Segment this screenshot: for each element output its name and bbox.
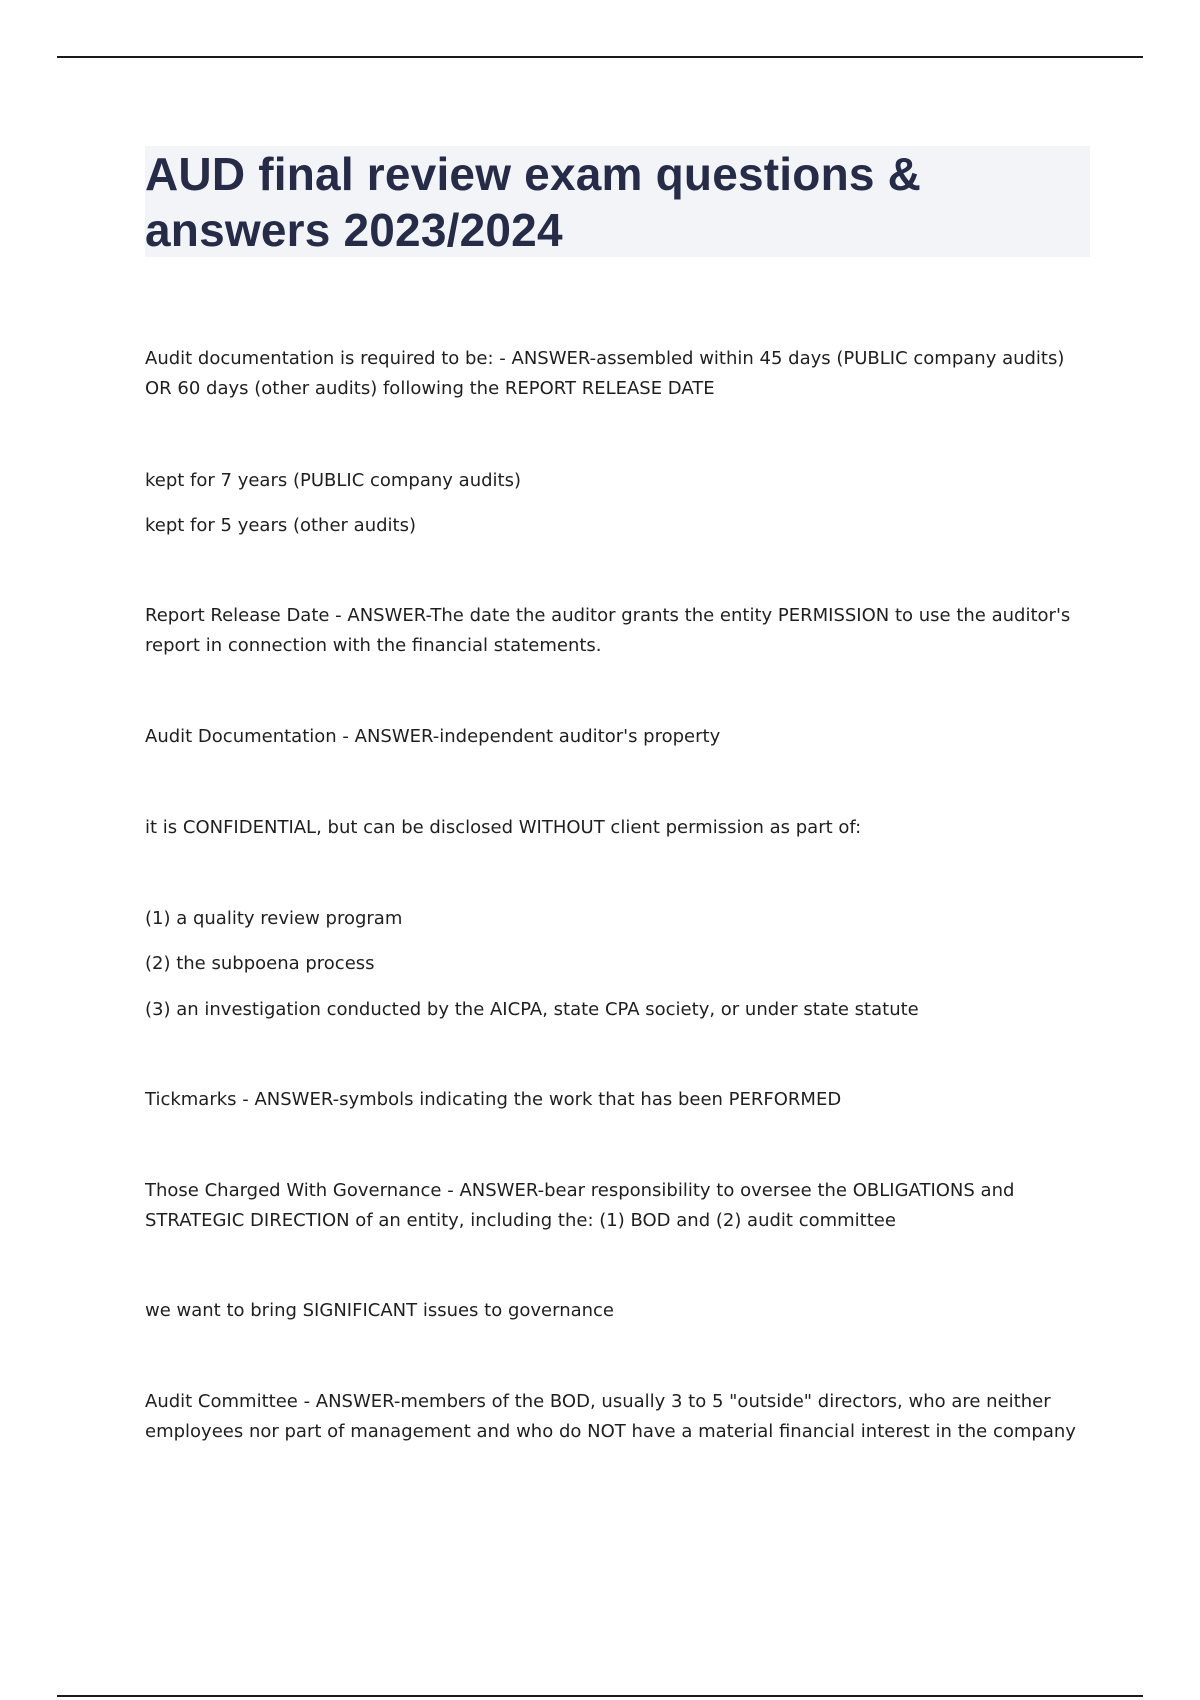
title-line-1: AUD final review exam questions & — [145, 148, 922, 200]
paragraph-audit-documentation-required — [145, 344, 1090, 404]
bottom-rule — [57, 1695, 1143, 1697]
title-banner — [145, 146, 1090, 257]
paragraph-line: Audit documentation is required to be: - ANSWER-assembled within 45 days (PUBLIC company audits) — [145, 348, 1065, 369]
paragraph-line: (1) a quality review program — [145, 908, 403, 929]
paragraph-line: Those Charged With Governance - ANSWER-bear responsibility to oversee the OBLIGATIONS and — [145, 1180, 1015, 1201]
paragraph-line: employees nor part of management and who do NOT have a material financial interest in the company — [145, 1421, 1076, 1442]
paragraph-line: Tickmarks - ANSWER-symbols indicating the work that has been PERFORMED — [145, 1089, 842, 1110]
paragraph-line: Audit Committee - ANSWER-members of the BOD, usually 3 to 5 "outside" directors, who are neither — [145, 1391, 1051, 1412]
paragraph-line: it is CONFIDENTIAL, but can be disclosed WITHOUT client permission as part of: — [145, 817, 862, 838]
paragraph-audit-committee — [145, 1387, 1090, 1447]
paragraph-kept-7-years — [145, 466, 1090, 496]
paragraph-line: Report Release Date - ANSWER-The date the auditor grants the entity PERMISSION to use the auditor's — [145, 605, 1071, 626]
paragraph-report-release-date — [145, 601, 1090, 661]
paragraph-confidential — [145, 813, 1090, 843]
paragraph-kept-5-years — [145, 511, 1090, 541]
title-line-2: answers 2023/2024 — [145, 204, 563, 256]
page-title — [145, 146, 1090, 258]
paragraph-significant-issues — [145, 1296, 1090, 1326]
paragraph-audit-documentation-property — [145, 722, 1090, 752]
paragraph-line: report in connection with the financial statements. — [145, 635, 602, 656]
paragraph-tickmarks — [145, 1085, 1090, 1115]
list-item-subpoena — [145, 949, 1090, 979]
list-item-investigation — [145, 995, 1090, 1025]
list-item-quality-review — [145, 904, 1090, 934]
paragraph-line: (3) an investigation conducted by the AICPA, state CPA society, or under state statute — [145, 999, 919, 1020]
paragraph-line: OR 60 days (other audits) following the REPORT RELEASE DATE — [145, 378, 715, 399]
paragraph-those-charged-with-governance — [145, 1176, 1090, 1236]
paragraph-line: Audit Documentation - ANSWER-independent auditor's property — [145, 726, 721, 747]
top-rule — [57, 56, 1143, 58]
paragraph-line: (2) the subpoena process — [145, 953, 375, 974]
paragraph-line: kept for 5 years (other audits) — [145, 515, 416, 536]
paragraph-line: kept for 7 years (PUBLIC company audits) — [145, 470, 521, 491]
paragraph-line: STRATEGIC DIRECTION of an entity, including the: (1) BOD and (2) audit committee — [145, 1210, 896, 1231]
paragraph-line: we want to bring SIGNIFICANT issues to governance — [145, 1300, 615, 1321]
